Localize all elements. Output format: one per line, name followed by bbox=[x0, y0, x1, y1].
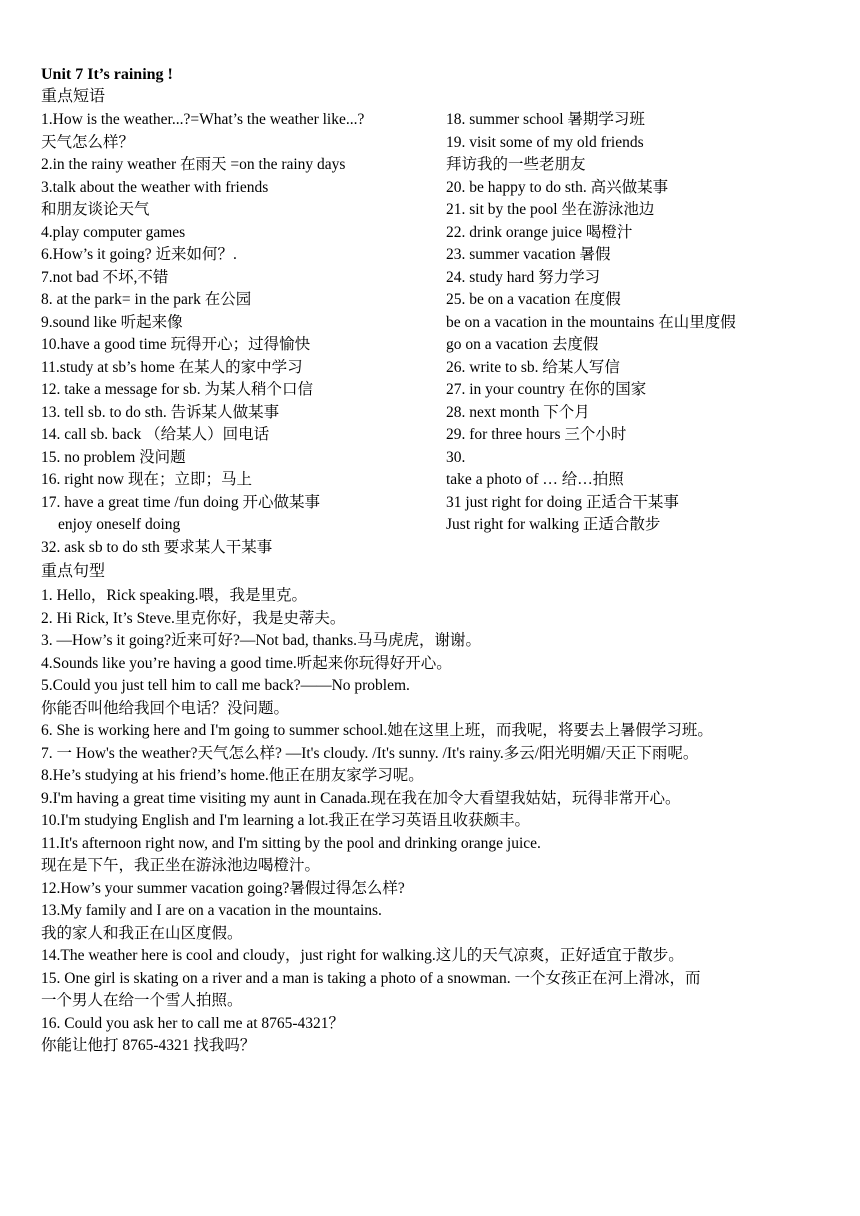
phrase-line: 和朋友谈论天气 bbox=[41, 201, 150, 218]
phrase-line: 天气怎么样？ bbox=[41, 133, 135, 151]
phrase-line: 9.sound like 听起来像 bbox=[41, 313, 183, 331]
phrase-line: 2.in the rainy weather 在雨天 =on the rainy days bbox=[41, 156, 346, 173]
sentence-line: 9.I'm having a great time visiting my aunt in Canada.现在我在加令大看望我姑姑，玩得非常开心。 bbox=[41, 789, 681, 807]
sentence-line: 8.He’s studying at his friend’s home.他正在朋友家学习呢。 bbox=[41, 767, 424, 784]
sentence-line: 12.How’s your summer vacation going?暑假过得怎么样? bbox=[41, 879, 405, 897]
sentence-line: 6. She is working here and I'm going to summer school.她在这里上班，而我呢，将要去上暑假学习班。 bbox=[41, 722, 713, 739]
phrases-heading: 重点短语 bbox=[41, 88, 106, 105]
phrase-line: 8. at the park= in the park 在公园 bbox=[41, 291, 252, 308]
phrase-line: 25. be on a vacation 在度假 bbox=[446, 291, 621, 308]
sentence-line: 15. One girl is skating on a river and a man is taking a photo of a snowman. 一个女孩正在河上滑冰，而 bbox=[41, 969, 701, 987]
phrase-line: 17. have a great time /fun doing 开心做某事 bbox=[41, 493, 320, 511]
phrase-line: 24. study hard 努力学习 bbox=[446, 268, 601, 286]
sentence-line: 4.Sounds like you’re having a good time.听起来你玩得好开心。 bbox=[41, 654, 452, 672]
sentence-line: 3. —How’s it going?近来可好?—Not bad, thanks.马马虎虎，谢谢。 bbox=[41, 632, 482, 649]
phrase-line: 15. no problem 没问题 bbox=[41, 448, 186, 466]
sentence-line: 2. Hi Rick, It’s Steve.里克你好，我是史蒂夫。 bbox=[41, 609, 346, 627]
sentence-line: 7. 一 How's the weather?天气怎么样? —It's cloudy. /It's sunny. /It's rainy.多云/阳光明媚/天正下雨呢。 bbox=[41, 744, 699, 762]
phrase-line: 31 just right for doing 正适合干某事 bbox=[446, 493, 679, 511]
sentence-line: 16. Could you ask her to call me at 8765-4321？ bbox=[41, 1014, 345, 1032]
phrase-line: 1.How is the weather...?=What’s the weather like...? bbox=[41, 111, 365, 128]
phrase-line: 22. drink orange juice 喝橙汁 bbox=[446, 223, 633, 241]
sentence-line: 一个男人在给一个雪人拍照。 bbox=[41, 992, 243, 1009]
phrase-line: take a photo of … 给…拍照 bbox=[446, 471, 624, 488]
sentence-line: 13.My family and I are on a vacation in the mountains. bbox=[41, 902, 382, 919]
phrase-line: 30. bbox=[446, 448, 466, 466]
phrase-line: 20. be happy to do sth. 高兴做某事 bbox=[446, 178, 669, 196]
phrase-line: 12. take a message for sb. 为某人稍个口信 bbox=[41, 381, 314, 398]
phrase-line: be on a vacation in the mountains 在山里度假 bbox=[446, 313, 736, 331]
phrase-line: 29. for three hours 三个小时 bbox=[446, 426, 627, 443]
unit-title: Unit 7 It’s raining ! bbox=[41, 66, 173, 83]
phrases-right-column bbox=[446, 109, 846, 537]
sentence-line: 1. Hello，Rick speaking.喂，我是里克。 bbox=[41, 587, 308, 604]
phrase-line: 23. summer vacation 暑假 bbox=[446, 246, 611, 263]
sentence-line: 10.I'm studying English and I'm learning a lot.我正在学习英语且收获颇丰。 bbox=[41, 812, 531, 829]
phrase-line: 13. tell sb. to do sth. 告诉某人做某事 bbox=[41, 403, 280, 421]
sentence-line: 11.It's afternoon right now, and I'm sitting by the pool and drinking orange juice. bbox=[41, 834, 541, 852]
phrase-line: 10.have a good time 玩得开心；过得愉快 bbox=[41, 336, 311, 353]
phrase-line: 26. write to sb. 给某人写信 bbox=[446, 358, 620, 376]
sentences-list bbox=[41, 585, 831, 1058]
phrase-line: go on a vacation 去度假 bbox=[446, 336, 599, 353]
sentence-line: 你能让他打 8765-4321 找我吗？ bbox=[41, 1037, 256, 1054]
sentence-line: 现在是下午，我正坐在游泳池边喝橙汁。 bbox=[41, 857, 321, 874]
phrase-line: 28. next month 下个月 bbox=[446, 403, 590, 421]
phrase-line: 7.not bad 不坏,不错 bbox=[41, 268, 169, 286]
phrase-line: 3.talk about the weather with friends bbox=[41, 178, 269, 196]
phrases-left-column bbox=[41, 109, 421, 559]
phrase-line: 18. summer school 暑期学习班 bbox=[446, 111, 645, 128]
phrase-line: 11.study at sb’s home 在某人的家中学习 bbox=[41, 358, 303, 376]
phrase-line: enjoy oneself doing bbox=[58, 516, 181, 533]
sentence-line: 5.Could you just tell him to call me back?——No problem. bbox=[41, 677, 410, 694]
phrase-line: 拜访我的一些老朋友 bbox=[446, 156, 586, 173]
phrase-line: 21. sit by the pool 坐在游泳池边 bbox=[446, 201, 655, 218]
phrase-line: 19. visit some of my old friends bbox=[446, 133, 644, 151]
phrase-line: 16. right now 现在；立即；马上 bbox=[41, 471, 252, 488]
sentence-line: 14.The weather here is cool and cloudy，just right for walking.这儿的天气凉爽，正好适宜于散步。 bbox=[41, 947, 684, 964]
phrase-line: 4.play computer games bbox=[41, 223, 186, 241]
phrase-line: Just right for walking 正适合散步 bbox=[446, 516, 661, 533]
phrase-line: 14. call sb. back （给某人）回电话 bbox=[41, 426, 270, 443]
phrase-line: 27. in your country 在你的国家 bbox=[446, 381, 647, 398]
sentence-line: 你能否叫他给我回个电话？没问题。 bbox=[41, 699, 290, 717]
sentences-heading: 重点句型 bbox=[41, 563, 106, 580]
phrase-line: 6.How’s it going? 近来如何？. bbox=[41, 246, 237, 263]
phrase-line: 32. ask sb to do sth 要求某人干某事 bbox=[41, 538, 273, 556]
sentence-line: 我的家人和我正在山区度假。 bbox=[41, 924, 243, 942]
